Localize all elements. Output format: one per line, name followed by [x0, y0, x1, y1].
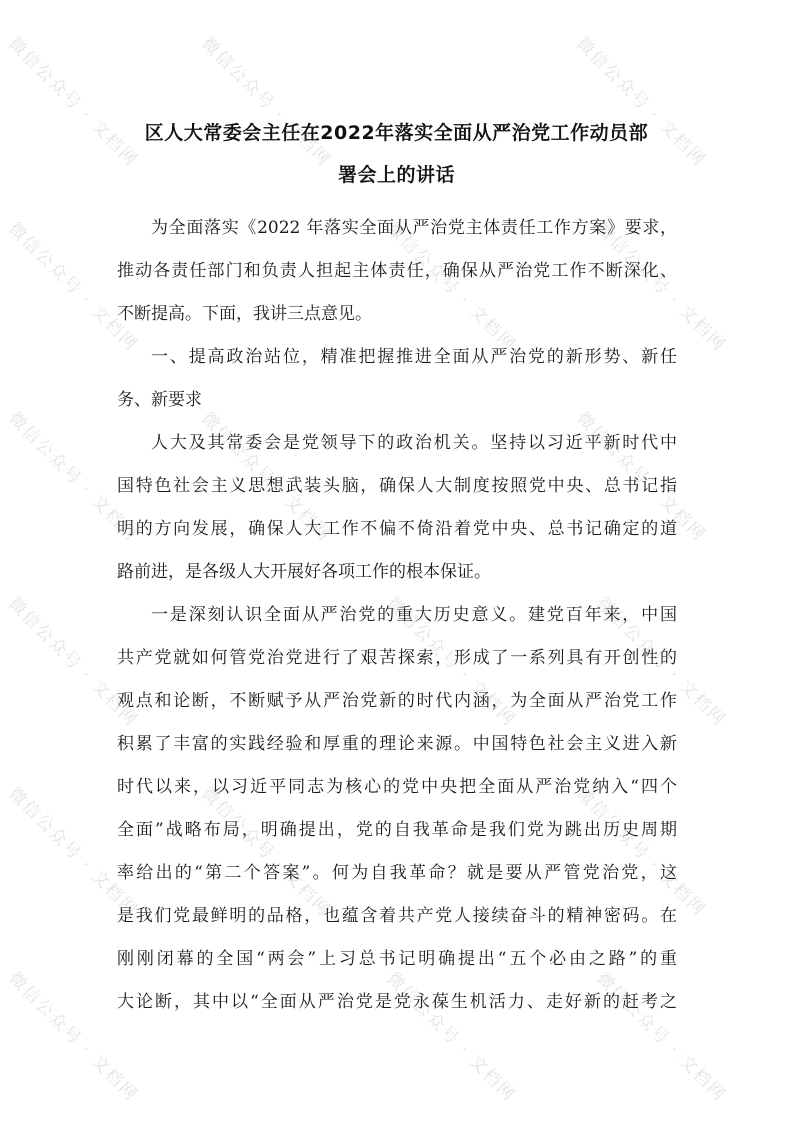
watermark-text: 微信公众号 · 文档网 — [197, 783, 335, 921]
paragraph-line: 推动各责任部门和负责人担起主体责任，确保从严治党工作不断深化、 — [117, 261, 677, 281]
paragraph-line: 人大及其常委会是党领导下的政治机关。坚持以习近平新时代中 — [151, 433, 677, 453]
watermark-text: 微信公众号 · 文档网 — [592, 218, 730, 356]
paragraph-line: 明的方向发展，确保人大工作不偏不倚沿着党中央、总书记确定的道 — [117, 519, 677, 539]
watermark-text: 微信公众号 · 文档网 — [197, 408, 335, 546]
watermark-text: 微信公众号 · 文档网 — [382, 218, 520, 356]
watermark-text: 微信公众号 · 文档网 — [197, 33, 335, 171]
watermark-text: 微信公众号 · 文档网 — [4, 593, 142, 731]
paragraph-line: 共产党就如何管党治党进行了艰苦探索，形成了一系列具有开创性的 — [117, 648, 677, 668]
paragraph-line: 为全面落实《2022 年落实全面从严治党主体责任工作方案》要求， — [151, 218, 677, 238]
watermark-text: 微信公众号 · 文档网 — [592, 593, 730, 731]
section-heading-line: 务、新要求 — [117, 390, 202, 410]
paragraph-line: 国特色社会主义思想武装头脑，确保人大制度按照党中央、总书记指 — [117, 476, 677, 496]
paragraph-line: 路前进，是各级人大开展好各项工作的根本保证。 — [117, 562, 491, 582]
watermark-text: 微信公众号 · 文档网 — [572, 33, 710, 171]
paragraph-line: 积累了丰富的实践经验和厚重的理论来源。中国特色社会主义进入新 — [117, 734, 677, 754]
section-heading-line: 一、提高政治站位，精准把握推进全面从严治党的新形势、新任 — [151, 347, 677, 367]
watermark-text: 微信公众号 · 文档网 — [4, 408, 142, 546]
paragraph-line: 是我们党最鲜明的品格，也蕴含着共产党人接续奋斗的精神密码。在 — [117, 906, 677, 926]
paragraph-line: 全面”战略布局，明确提出，党的自我革命是我们党为跳出历史周期 — [117, 820, 677, 840]
paragraph-line: 率给出的“第二个答案”。何为自我革命？就是要从严管党治党，这 — [117, 863, 677, 883]
watermark-text: 微信公众号 · 文档网 — [572, 408, 710, 546]
watermark-text: 微信公众号 · 文档网 — [4, 33, 142, 171]
document-title-line-2: 署会上的讲话 — [337, 164, 455, 186]
watermark-text: 微信公众号 · 文档网 — [382, 593, 520, 731]
paragraph-line: 一是深刻认识全面从严治党的重大历史意义。建党百年来，中国 — [151, 605, 677, 625]
watermark-text: 微信公众号 · 文档网 — [592, 968, 730, 1106]
paragraph-line: 时代以来，以习近平同志为核心的党中央把全面从严治党纳入“四个 — [117, 777, 677, 797]
watermark-text: 微信公众号 · 文档网 — [572, 783, 710, 921]
paragraph-line: 刚刚闭幕的全国“两会”上习总书记明确提出“五个必由之路”的重 — [117, 949, 677, 969]
watermark-text: 微信公众号 · 文档网 — [382, 968, 520, 1106]
paragraph-line: 不断提高。下面，我讲三点意见。 — [117, 304, 372, 324]
watermark-text: 微信公众号 · 文档网 — [4, 968, 142, 1106]
paragraph-line: 观点和论断，不断赋予从严治党新的时代内涵，为全面从严治党工作 — [117, 691, 677, 711]
paragraph-line: 大论断，其中以“全面从严治党是党永葆生机活力、走好新的赶考之 — [117, 992, 677, 1012]
document-title-line-1: 区人大常委会主任在2022年落实全面从严治党工作动员部 — [144, 122, 649, 144]
watermark-text: 微信公众号 · 文档网 — [4, 783, 142, 921]
watermark-text: 微信公众号 · 文档网 — [4, 218, 142, 356]
